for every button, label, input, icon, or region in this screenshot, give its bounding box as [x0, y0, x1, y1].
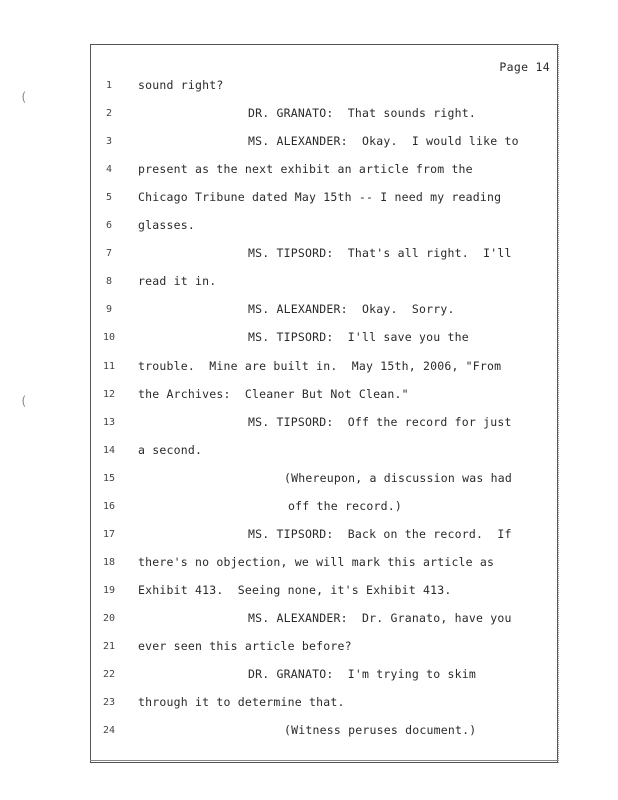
line-number: 24 — [102, 725, 116, 737]
line-number: 9 — [105, 304, 113, 316]
transcript-line — [0, 218, 618, 238]
line-number: 11 — [102, 360, 116, 372]
transcript-line — [0, 359, 618, 379]
line-text: the Archives: Cleaner But Not Clean." — [138, 386, 409, 401]
transcript-line — [0, 583, 618, 603]
line-text: glasses. — [138, 218, 195, 233]
line-number: 18 — [102, 556, 116, 568]
line-text: DR. GRANATO: That sounds right. — [248, 106, 476, 121]
line-text: MS. TIPSORD: That's all right. I'll — [248, 246, 512, 261]
line-number: 10 — [102, 332, 116, 344]
line-text: (Witness peruses document.) — [284, 723, 477, 738]
line-text: (Whereupon, a discussion was had — [284, 470, 512, 485]
line-number: 5 — [105, 192, 113, 204]
transcript-line — [0, 162, 618, 182]
line-text: read it in. — [138, 274, 217, 289]
line-text: MS. TIPSORD: I'll save you the — [248, 330, 469, 345]
line-number: 8 — [105, 276, 113, 288]
transcript-line — [0, 78, 618, 98]
line-text: through it to determine that. — [138, 695, 345, 710]
transcript-line — [0, 302, 618, 322]
transcript-line — [0, 246, 618, 266]
transcript-line — [0, 555, 618, 575]
line-text: ever seen this article before? — [138, 639, 352, 653]
line-number: 16 — [102, 500, 116, 512]
hole-punch-mark-top: ( — [20, 90, 28, 104]
line-text: there's no objection, we will mark this article as — [138, 554, 495, 569]
line-text: Exhibit 413. Seeing none, it's Exhibit 413. — [138, 582, 452, 597]
line-number: 14 — [102, 444, 116, 456]
transcript-line — [0, 723, 618, 743]
line-number: 4 — [105, 164, 113, 176]
transcript-line — [0, 190, 618, 210]
transcript-line — [0, 415, 618, 435]
line-text: MS. TIPSORD: Back on the record. If — [248, 526, 512, 541]
transcript-line — [0, 471, 618, 491]
line-number: 21 — [102, 641, 116, 652]
transcript-line — [0, 330, 618, 350]
line-number: 13 — [102, 416, 116, 428]
line-number: 22 — [102, 669, 116, 681]
transcript-line — [0, 667, 618, 687]
line-text: sound right? — [138, 78, 224, 92]
transcript-line — [0, 134, 618, 154]
line-number: 19 — [102, 584, 116, 596]
line-text: trouble. Mine are built in. May 15th, 2006, "From — [138, 358, 502, 373]
line-text: off the record.) — [288, 498, 402, 513]
transcript-line — [0, 695, 618, 715]
transcript-line — [0, 527, 618, 547]
hole-punch-mark-middle: ( — [20, 394, 28, 408]
transcript-line — [0, 499, 618, 519]
line-text: MS. ALEXANDER: Okay. Sorry. — [248, 302, 455, 317]
line-number: 17 — [102, 528, 116, 540]
line-text: MS. TIPSORD: Off the record for just — [248, 414, 512, 429]
line-text: DR. GRANATO: I'm trying to skim — [248, 667, 476, 682]
line-text: present as the next exhibit an article from the — [138, 162, 473, 177]
line-text: Chicago Tribune dated May 15th -- I need my reading — [138, 190, 502, 205]
transcript-line — [0, 443, 618, 463]
line-number: 3 — [105, 136, 113, 148]
transcript-line — [0, 106, 618, 126]
line-text: a second. — [138, 442, 203, 457]
transcript-line — [0, 639, 618, 659]
line-number: 12 — [102, 388, 116, 400]
transcript-line — [0, 387, 618, 407]
transcript-line — [0, 274, 618, 294]
line-text: MS. ALEXANDER: Dr. Granato, have you — [248, 610, 512, 625]
line-text: MS. ALEXANDER: Okay. I would like to — [248, 134, 519, 149]
line-number: 6 — [105, 220, 113, 232]
line-number: 15 — [102, 472, 116, 484]
transcript-line — [0, 611, 618, 631]
line-number: 23 — [102, 697, 116, 709]
bottom-rule — [90, 760, 558, 761]
line-number: 7 — [105, 248, 113, 260]
page-number: Page 14 — [499, 60, 550, 74]
line-number: 2 — [105, 108, 113, 120]
line-number: 20 — [102, 612, 116, 624]
line-number: 1 — [105, 80, 113, 91]
